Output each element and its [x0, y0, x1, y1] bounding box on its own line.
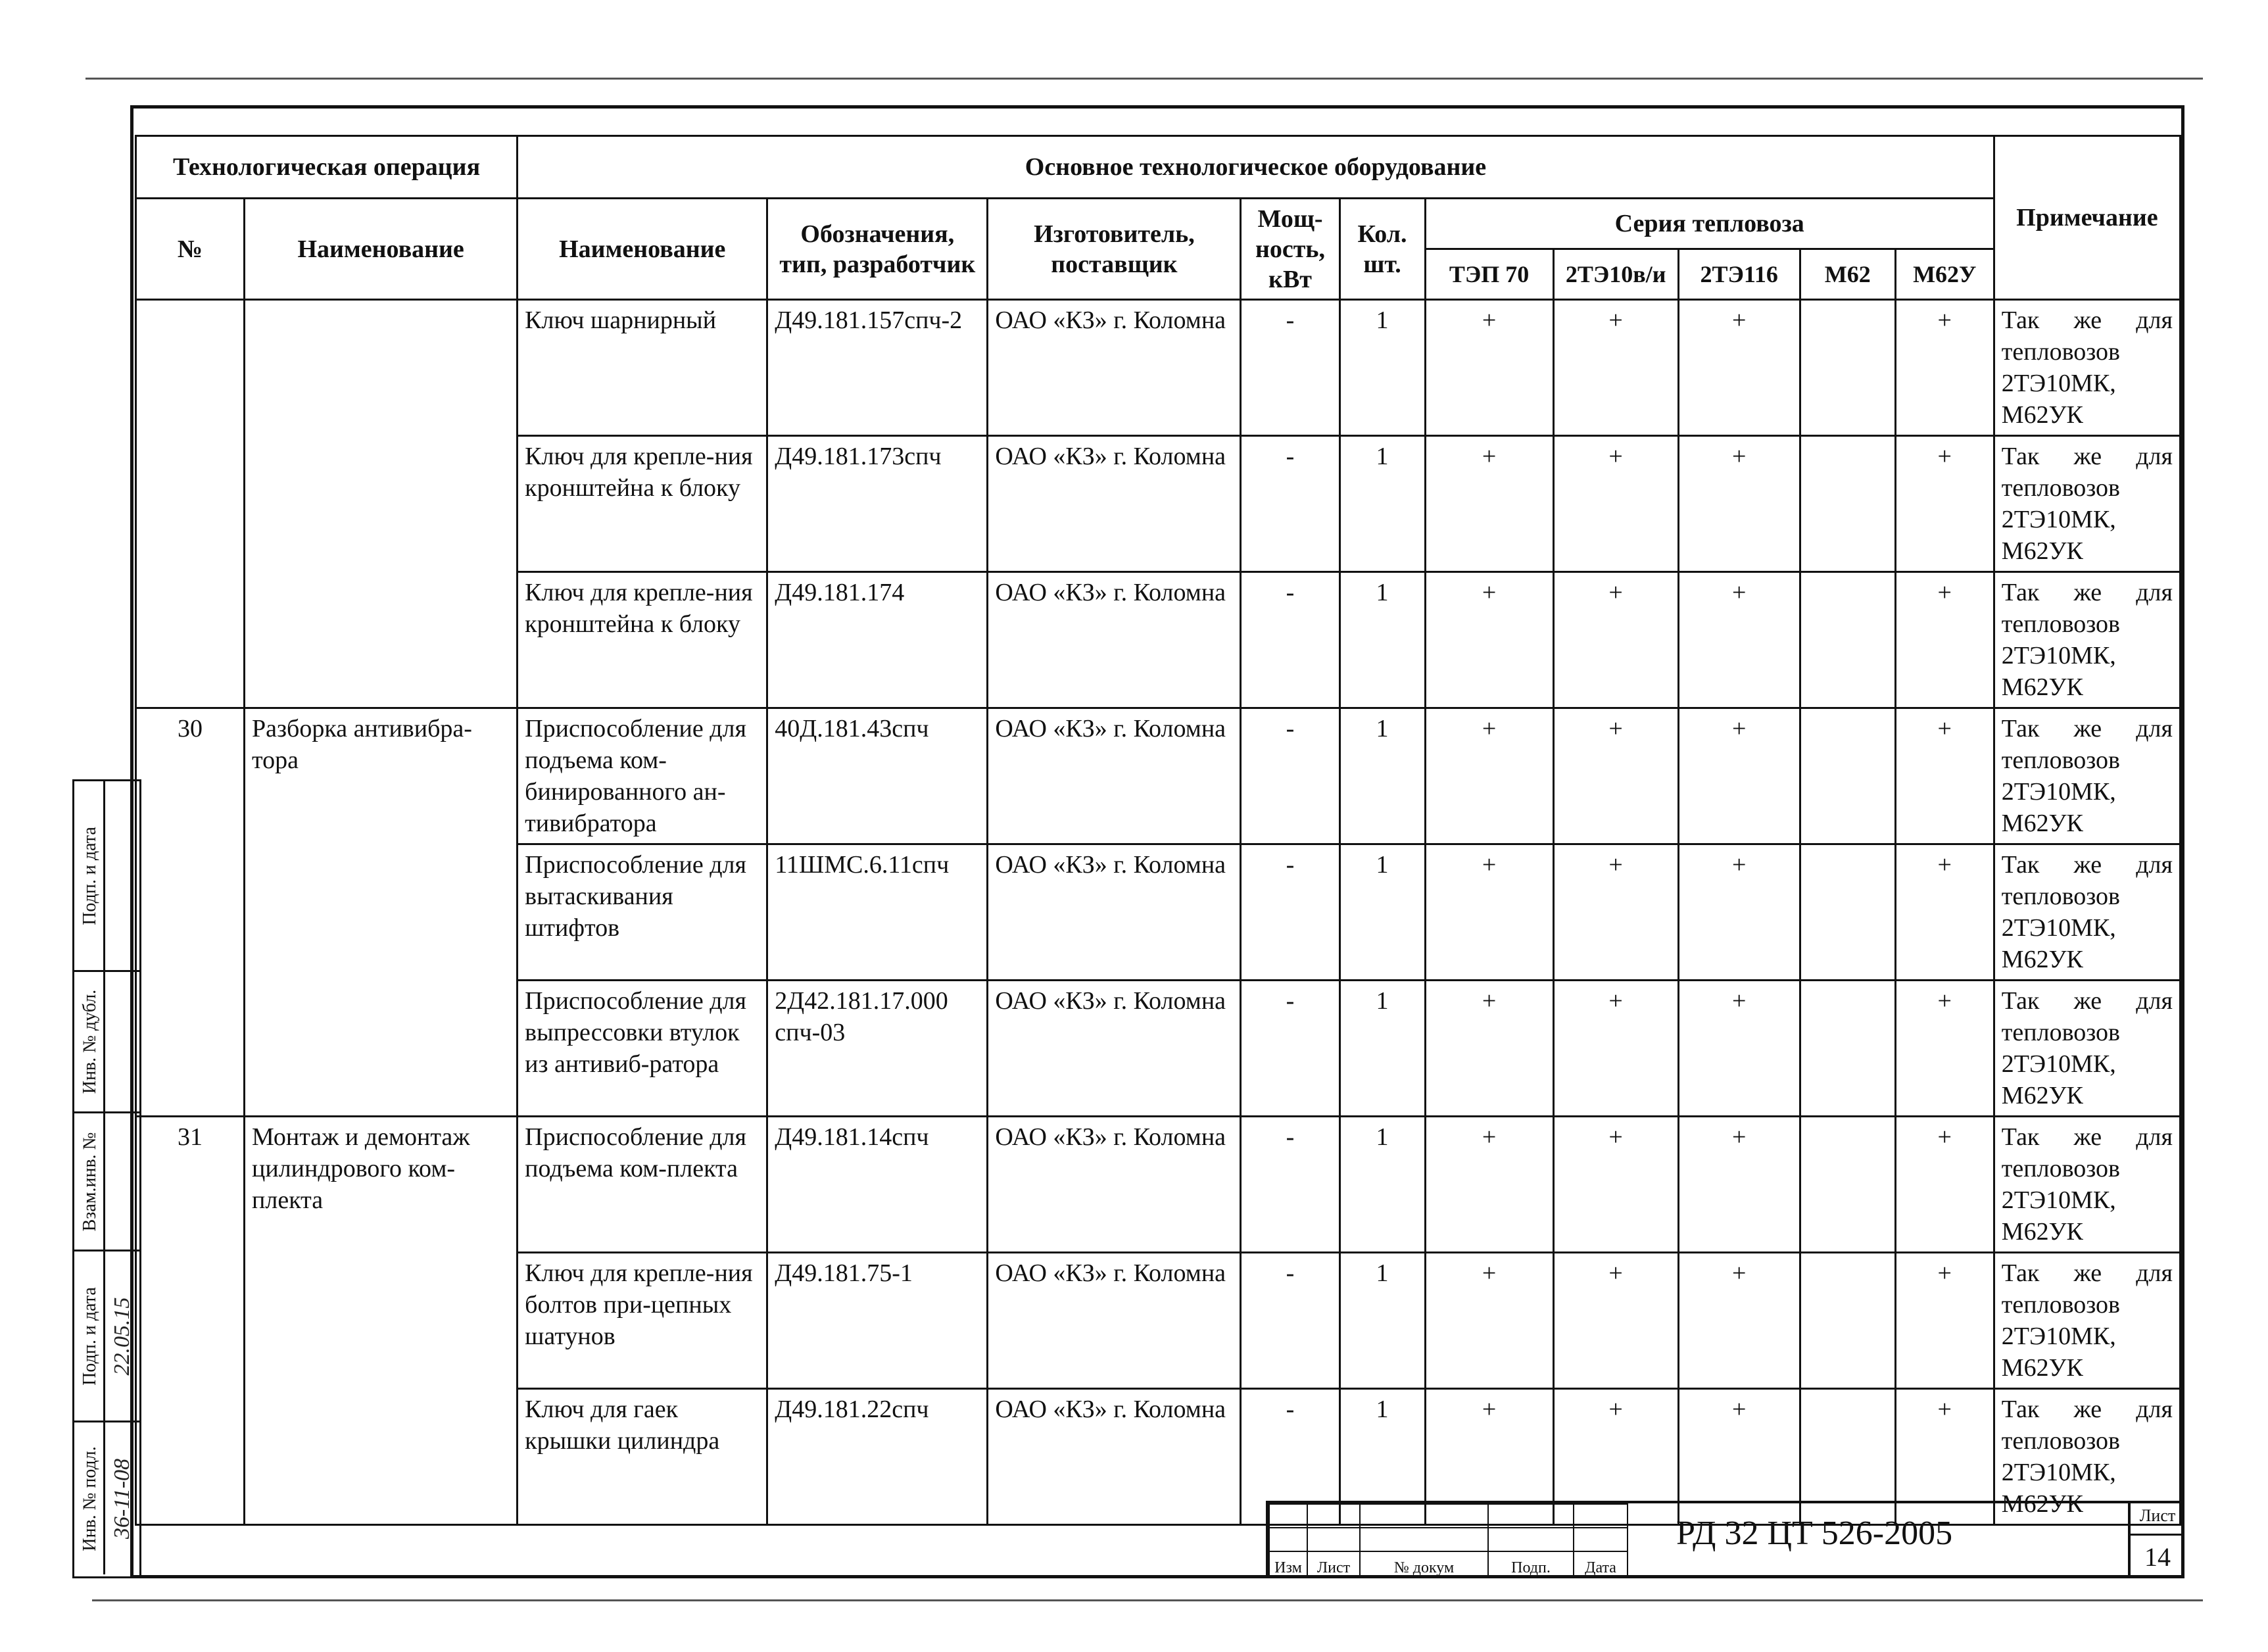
designation-cell: 11ШМС.6.11спч [767, 844, 988, 981]
side-stamp-label-text: Подп. и дата [80, 1286, 100, 1386]
series-mark-cell: + [1425, 1117, 1553, 1253]
revision-grid [1268, 1503, 1628, 1578]
header-series-col: М62 [1800, 249, 1895, 300]
power-cell: - [1241, 1117, 1339, 1253]
header-series-col: 2ТЭ116 [1678, 249, 1800, 300]
side-stamp-label [77, 781, 105, 970]
manufacturer-cell: ОАО «КЗ» г. Коломна [988, 1253, 1241, 1389]
designation-cell: Д49.181.174 [767, 572, 988, 708]
series-mark-cell [1800, 572, 1895, 708]
header-qty: Кол. шт. [1339, 199, 1425, 300]
note-cell: Так же для тепловозов 2ТЭ10МК, М62УК [1994, 1389, 2180, 1525]
header-series-col: М62У [1895, 249, 1994, 300]
manufacturer-cell: ОАО «КЗ» г. Коломна [988, 1389, 1241, 1525]
scan-edge-top [85, 78, 2203, 80]
series-mark-cell: + [1553, 844, 1678, 981]
table-row [136, 708, 2181, 844]
qty-cell: 1 [1339, 436, 1425, 572]
note-cell: Так же для тепловозов 2ТЭ10МК, М62УК [1994, 708, 2180, 844]
header-power: Мощ-ность, кВт [1241, 199, 1339, 300]
series-mark-cell: + [1425, 572, 1553, 708]
note-cell: Так же для тепловозов 2ТЭ10МК, М62УК [1994, 1117, 2180, 1253]
series-mark-cell: + [1895, 981, 1994, 1117]
power-cell: - [1241, 981, 1339, 1117]
scan-edge-bottom [92, 1599, 2203, 1601]
header-op-name: Наименование [245, 199, 518, 300]
designation-cell: Д49.181.75-1 [767, 1253, 988, 1389]
designation-cell: Д49.181.14спч [767, 1117, 988, 1253]
series-mark-cell [1800, 1253, 1895, 1389]
series-mark-cell: + [1678, 300, 1800, 436]
tb-label: № докум [1360, 1551, 1488, 1578]
tb-label: Дата [1574, 1551, 1628, 1578]
side-stamp-cell [74, 781, 139, 972]
manufacturer-cell: ОАО «КЗ» г. Коломна [988, 1117, 1241, 1253]
side-stamp-label-text: Подп. и дата [80, 826, 100, 925]
designation-cell: Д49.181.173спч [767, 436, 988, 572]
qty-cell: 1 [1339, 572, 1425, 708]
series-mark-cell: + [1678, 844, 1800, 981]
series-mark-cell [1800, 1117, 1895, 1253]
series-mark-cell: + [1895, 708, 1994, 844]
op-name-cell [245, 300, 518, 708]
series-mark-cell: + [1895, 1253, 1994, 1389]
header-main-equipment: Основное технологическое оборудование [518, 136, 1994, 199]
power-cell: - [1241, 1253, 1339, 1389]
series-mark-cell: + [1895, 300, 1994, 436]
document-code: РД 32 ЦТ 526-2005 [1676, 1515, 1953, 1552]
note-cell: Так же для тепловозов 2ТЭ10МК, М62УК [1994, 981, 2180, 1117]
qty-cell: 1 [1339, 981, 1425, 1117]
series-mark-cell: + [1425, 844, 1553, 981]
sheet-label: Лист [2131, 1506, 2184, 1536]
power-cell: - [1241, 300, 1339, 436]
equipment-name-cell: Ключ для крепле-ния кронштейна к блоку [518, 572, 767, 708]
side-stamp-signature [106, 1251, 138, 1421]
side-stamp-signature [106, 781, 138, 970]
series-mark-cell: + [1553, 1389, 1678, 1525]
note-cell: Так же для тепловозов 2ТЭ10МК, М62УК [1994, 1253, 2180, 1389]
series-mark-cell: + [1553, 436, 1678, 572]
series-mark-cell: + [1425, 436, 1553, 572]
manufacturer-cell: ОАО «КЗ» г. Коломна [988, 844, 1241, 981]
series-mark-cell: + [1678, 572, 1800, 708]
side-stamp-signature [106, 972, 138, 1111]
side-stamp-label-text: Инв. № подл. [80, 1446, 100, 1551]
series-mark-cell: + [1678, 436, 1800, 572]
series-mark-cell: + [1895, 844, 1994, 981]
power-cell: - [1241, 844, 1339, 981]
title-block [1266, 1501, 2184, 1578]
series-mark-cell: + [1553, 1117, 1678, 1253]
header-designation: Обозначения, тип, разработчик [767, 199, 988, 300]
series-mark-cell: + [1425, 1253, 1553, 1389]
series-mark-cell: + [1553, 708, 1678, 844]
note-cell: Так же для тепловозов 2ТЭ10МК, М62УК [1994, 300, 2180, 436]
op-name-cell: Разборка антивибра-тора [245, 708, 518, 1117]
side-stamp-cell [74, 1251, 139, 1422]
series-mark-cell: + [1678, 708, 1800, 844]
manufacturer-cell: ОАО «КЗ» г. Коломна [988, 981, 1241, 1117]
series-mark-cell: + [1425, 708, 1553, 844]
qty-cell: 1 [1339, 1389, 1425, 1525]
power-cell: - [1241, 436, 1339, 572]
op-number-cell: 30 [136, 708, 245, 1117]
series-mark-cell: + [1425, 981, 1553, 1117]
series-mark-cell: + [1553, 981, 1678, 1117]
equipment-name-cell: Приспособление для выпрессовки втулок из антивиб-ратора [518, 981, 767, 1117]
table-row [136, 300, 2181, 436]
series-mark-cell: + [1553, 300, 1678, 436]
side-stamp-label-text: Инв. № дубл. [80, 989, 100, 1094]
equipment-name-cell: Приспособление для подъема ком-бинированного ан-тивибратора [518, 708, 767, 844]
side-stamp-cell [74, 1113, 139, 1251]
power-cell: - [1241, 1389, 1339, 1525]
side-stamp-signature [106, 1113, 138, 1250]
series-mark-cell: + [1553, 1253, 1678, 1389]
header-manufacturer: Изготовитель, поставщик [988, 199, 1241, 300]
power-cell: - [1241, 708, 1339, 844]
series-mark-cell: + [1678, 1253, 1800, 1389]
series-mark-cell [1800, 981, 1895, 1117]
sheet-box [2128, 1503, 2184, 1578]
equipment-name-cell: Ключ для крепле-ния кронштейна к блоку [518, 436, 767, 572]
side-stamp-label-text: Взам.инв. № [80, 1132, 100, 1231]
series-mark-cell: + [1895, 436, 1994, 572]
series-mark-cell: + [1678, 1389, 1800, 1525]
designation-cell: Д49.181.22спч [767, 1389, 988, 1525]
manufacturer-cell: ОАО «КЗ» г. Коломна [988, 708, 1241, 844]
tb-label: Лист [1307, 1551, 1360, 1578]
side-stamp-label [77, 1113, 105, 1250]
equipment-table [135, 135, 2181, 1526]
designation-cell: 2Д42.181.17.000 спч-03 [767, 981, 988, 1117]
series-mark-cell: + [1425, 1389, 1553, 1525]
note-cell: Так же для тепловозов 2ТЭ10МК, М62УК [1994, 844, 2180, 981]
side-stamp-label [77, 972, 105, 1111]
qty-cell: 1 [1339, 1253, 1425, 1389]
manufacturer-cell: ОАО «КЗ» г. Коломна [988, 300, 1241, 436]
side-stamp-label [77, 1422, 105, 1574]
series-mark-cell: + [1895, 1117, 1994, 1253]
table-row [136, 1117, 2181, 1253]
manufacturer-cell: ОАО «КЗ» г. Коломна [988, 436, 1241, 572]
qty-cell: 1 [1339, 1117, 1425, 1253]
series-mark-cell: + [1425, 300, 1553, 436]
side-stamp-cell [74, 972, 139, 1113]
series-mark-cell: + [1895, 1389, 1994, 1525]
qty-cell: 1 [1339, 844, 1425, 981]
op-number-cell [136, 300, 245, 708]
header-series-col: ТЭП 70 [1425, 249, 1553, 300]
series-mark-cell [1800, 708, 1895, 844]
series-mark-cell [1800, 844, 1895, 981]
designation-cell: 40Д.181.43спч [767, 708, 988, 844]
header-series: Серия тепловоза [1425, 199, 1994, 249]
header-num: № [136, 199, 245, 300]
equipment-name-cell: Приспособление для вытаскивания штифтов [518, 844, 767, 981]
header-tech-operation: Технологическая операция [136, 136, 518, 199]
equipment-name-cell: Ключ шарнирный [518, 300, 767, 436]
qty-cell: 1 [1339, 300, 1425, 436]
series-mark-cell: + [1678, 1117, 1800, 1253]
op-number-cell: 31 [136, 1117, 245, 1525]
series-mark-cell [1800, 436, 1895, 572]
side-stamp [72, 779, 141, 1578]
side-stamp-label [77, 1251, 105, 1421]
designation-cell: Д49.181.157спч-2 [767, 300, 988, 436]
header-note: Примечание [1994, 136, 2180, 300]
equipment-name-cell: Ключ для крепле-ния болтов при-цепных шатунов [518, 1253, 767, 1389]
side-stamp-signature [106, 1422, 138, 1574]
note-cell: Так же для тепловозов 2ТЭ10МК, М62УК [1994, 572, 2180, 708]
op-name-cell: Монтаж и демонтаж цилиндрового ком-плекта [245, 1117, 518, 1525]
equipment-name-cell: Ключ для гаек крышки цилиндра [518, 1389, 767, 1525]
power-cell: - [1241, 572, 1339, 708]
tb-label: Изм [1269, 1551, 1307, 1578]
side-stamp-cell [74, 1422, 139, 1574]
handwritten-entry: 22.05.15 [109, 1297, 134, 1375]
series-mark-cell: + [1678, 981, 1800, 1117]
series-mark-cell [1800, 300, 1895, 436]
header-eq-name: Наименование [518, 199, 767, 300]
series-mark-cell: + [1895, 572, 1994, 708]
handwritten-entry: 36-11-08 [109, 1458, 134, 1539]
sheet-number: 14 [2144, 1542, 2171, 1572]
tb-label: Подп. [1488, 1551, 1574, 1578]
series-mark-cell: + [1553, 572, 1678, 708]
equipment-name-cell: Приспособление для подъема ком-плекта [518, 1117, 767, 1253]
manufacturer-cell: ОАО «КЗ» г. Коломна [988, 572, 1241, 708]
header-series-col: 2ТЭ10в/и [1553, 249, 1678, 300]
qty-cell: 1 [1339, 708, 1425, 844]
note-cell: Так же для тепловозов 2ТЭ10МК, М62УК [1994, 436, 2180, 572]
